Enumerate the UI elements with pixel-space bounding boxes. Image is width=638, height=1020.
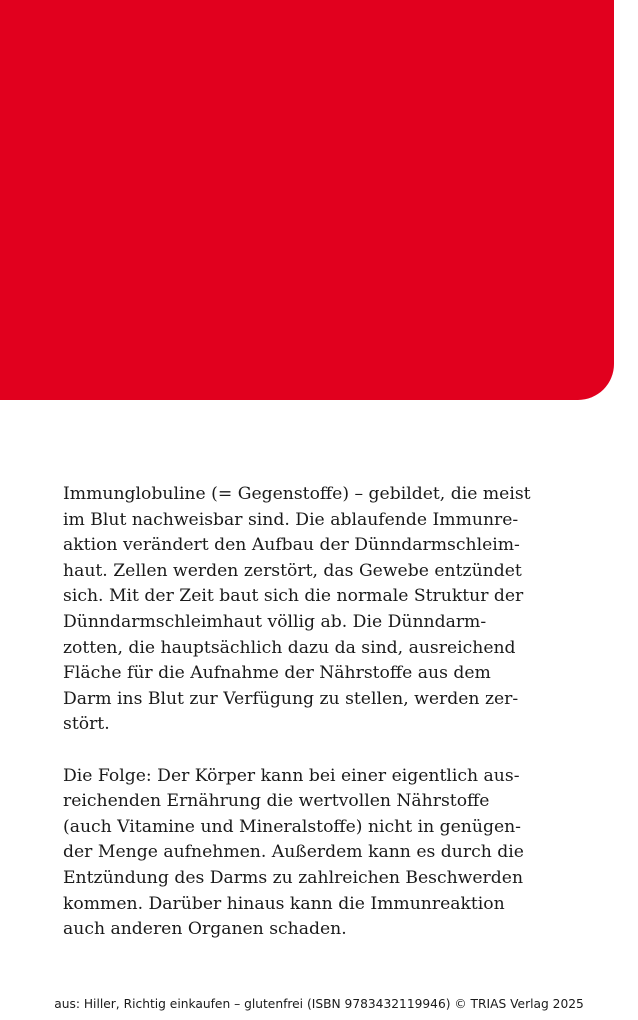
text-line: Die Folge: Der Körper kann bei einer eigentlich aus-	[63, 765, 520, 786]
text-line: aktion verändert den Aufbau der Dünndarmschleim-	[63, 535, 520, 556]
text-line: im Blut nachweisbar sind. Die ablaufende Immunre-	[63, 509, 519, 530]
text-line: Darm ins Blut zur Verfügung zu stellen, werden zer-	[63, 688, 519, 709]
body-text	[63, 482, 563, 943]
text-line: sich. Mit der Zeit baut sich die normale Struktur der	[63, 586, 524, 607]
text-line: Entzündung des Darms zu zahlreichen Beschwerden	[63, 867, 524, 888]
text-line: zotten, die hauptsächlich dazu da sind, ausreichend	[63, 637, 516, 658]
text-line: der Menge aufnehmen. Außerdem kann es durch die	[63, 842, 524, 863]
paragraph-1	[63, 482, 563, 738]
red-header-block	[0, 0, 614, 400]
text-line: haut. Zellen werden zerstört, das Gewebe entzündet	[63, 560, 522, 581]
text-line: kommen. Darüber hinaus kann die Immunreaktion	[63, 893, 505, 914]
text-line: auch anderen Organen schaden.	[63, 919, 347, 940]
text-line: stört.	[63, 714, 110, 735]
text-line: Dünndarmschleimhaut völlig ab. Die Dünndarm-	[63, 611, 487, 632]
paragraph-2	[63, 764, 563, 943]
text-line: reichenden Ernährung die wertvollen Nährstoffe	[63, 791, 490, 812]
source-footer: aus: Hiller, Richtig einkaufen – glutenfrei (ISBN 9783432119946) © TRIAS Verlag 2025	[54, 997, 584, 1011]
paragraph-spacer	[63, 738, 563, 764]
text-line: Immunglobuline (= Gegenstoffe) – gebildet, die meist	[63, 484, 531, 504]
text-line: (auch Vitamine und Mineralstoffe) nicht in genügen-	[63, 816, 521, 837]
text-line: Fläche für die Aufnahme der Nährstoffe aus dem	[63, 663, 491, 684]
